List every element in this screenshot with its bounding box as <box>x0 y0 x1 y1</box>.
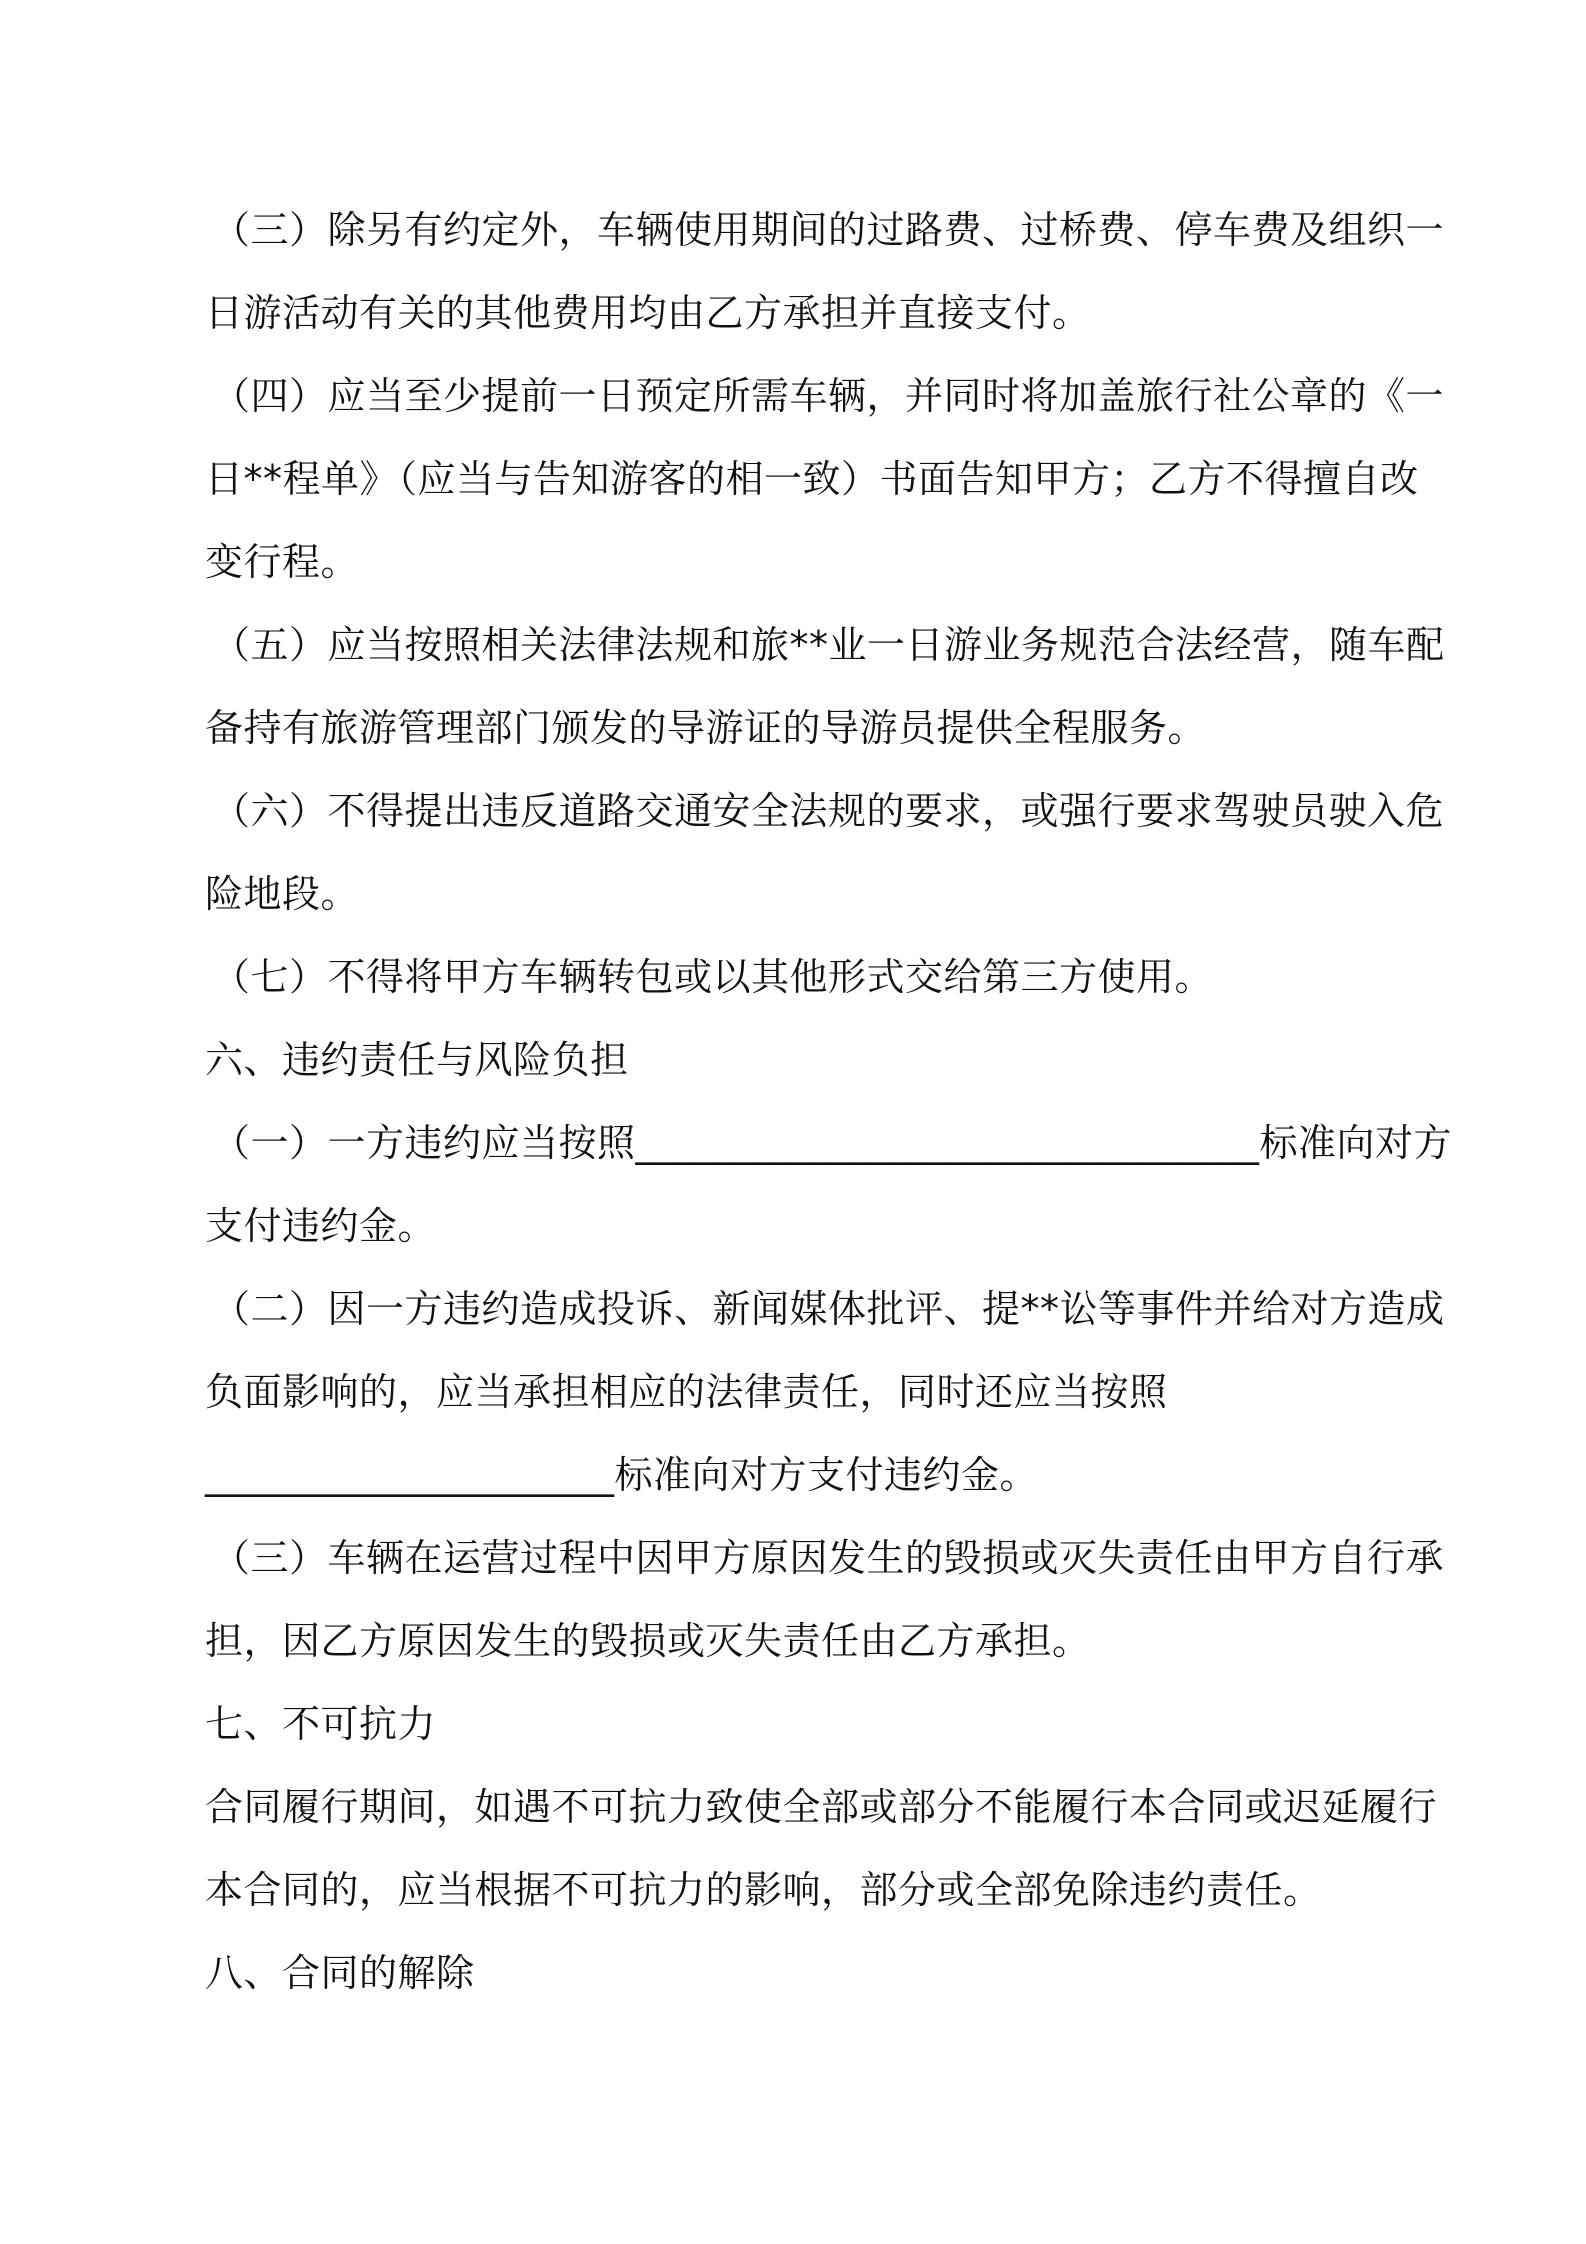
clause-5-5-line-1: （五）应当按照相关法律法规和旅**业一日游业务规范合法经营，随车配 <box>212 623 1445 667</box>
clause-5-7-line-1: （七）不得将甲方车辆转包或以其他形式交给第三方使用。 <box>212 955 1214 999</box>
clause-6-1-line-2: 支付违约金。 <box>205 1204 437 1248</box>
clause-6-1-line-1: （一）一方违约应当按照________________________________标准向对方 <box>212 1121 1453 1165</box>
section-6-heading: 六、违约责任与风险负担 <box>205 1038 629 1082</box>
clause-6-2-line-3: _____________________标准向对方支付违约金。 <box>205 1453 1039 1497</box>
clause-5-4-line-3: 变行程。 <box>205 540 360 584</box>
section-8-heading: 八、合同的解除 <box>205 1951 475 1995</box>
section-7-body-line-1: 合同履行期间，如遇不可抗力致使全部或部分不能履行本合同或迟延履行 <box>205 1785 1438 1829</box>
clause-5-4-line-2: 日**程单》（应当与告知游客的相一致）书面告知甲方；乙方不得擅自改 <box>205 457 1419 501</box>
clause-5-3-line-2: 日游活动有关的其他费用均由乙方承担并直接支付。 <box>205 291 1091 335</box>
clause-6-2-line-1: （二）因一方违约造成投诉、新闻媒体批评、提**讼等事件并给对方造成 <box>212 1287 1445 1331</box>
section-7-heading: 七、不可抗力 <box>205 1702 437 1746</box>
section-7-body-line-2: 本合同的，应当根据不可抗力的影响，部分或全部免除违约责任。 <box>205 1868 1322 1912</box>
clause-5-4-line-1: （四）应当至少提前一日预定所需车辆，并同时将加盖旅行社公章的《一 <box>212 374 1445 418</box>
clause-5-3-line-1: （三）除另有约定外，车辆使用期间的过路费、过桥费、停车费及组织一 <box>212 208 1445 252</box>
clause-6-2-line-2: 负面影响的，应当承担相应的法律责任，同时还应当按照 <box>205 1370 1168 1414</box>
clause-5-5-line-2: 备持有旅游管理部门颁发的导游证的导游员提供全程服务。 <box>205 706 1207 750</box>
clause-6-3-line-2: 担，因乙方原因发生的毁损或灭失责任由乙方承担。 <box>205 1619 1091 1663</box>
clause-6-3-line-1: （三）车辆在运营过程中因甲方原因发生的毁损或灭失责任由甲方自行承 <box>212 1536 1445 1580</box>
clause-5-6-line-1: （六）不得提出违反道路交通安全法规的要求，或强行要求驾驶员驶入危 <box>212 789 1445 833</box>
clause-5-6-line-2: 险地段。 <box>205 872 360 916</box>
